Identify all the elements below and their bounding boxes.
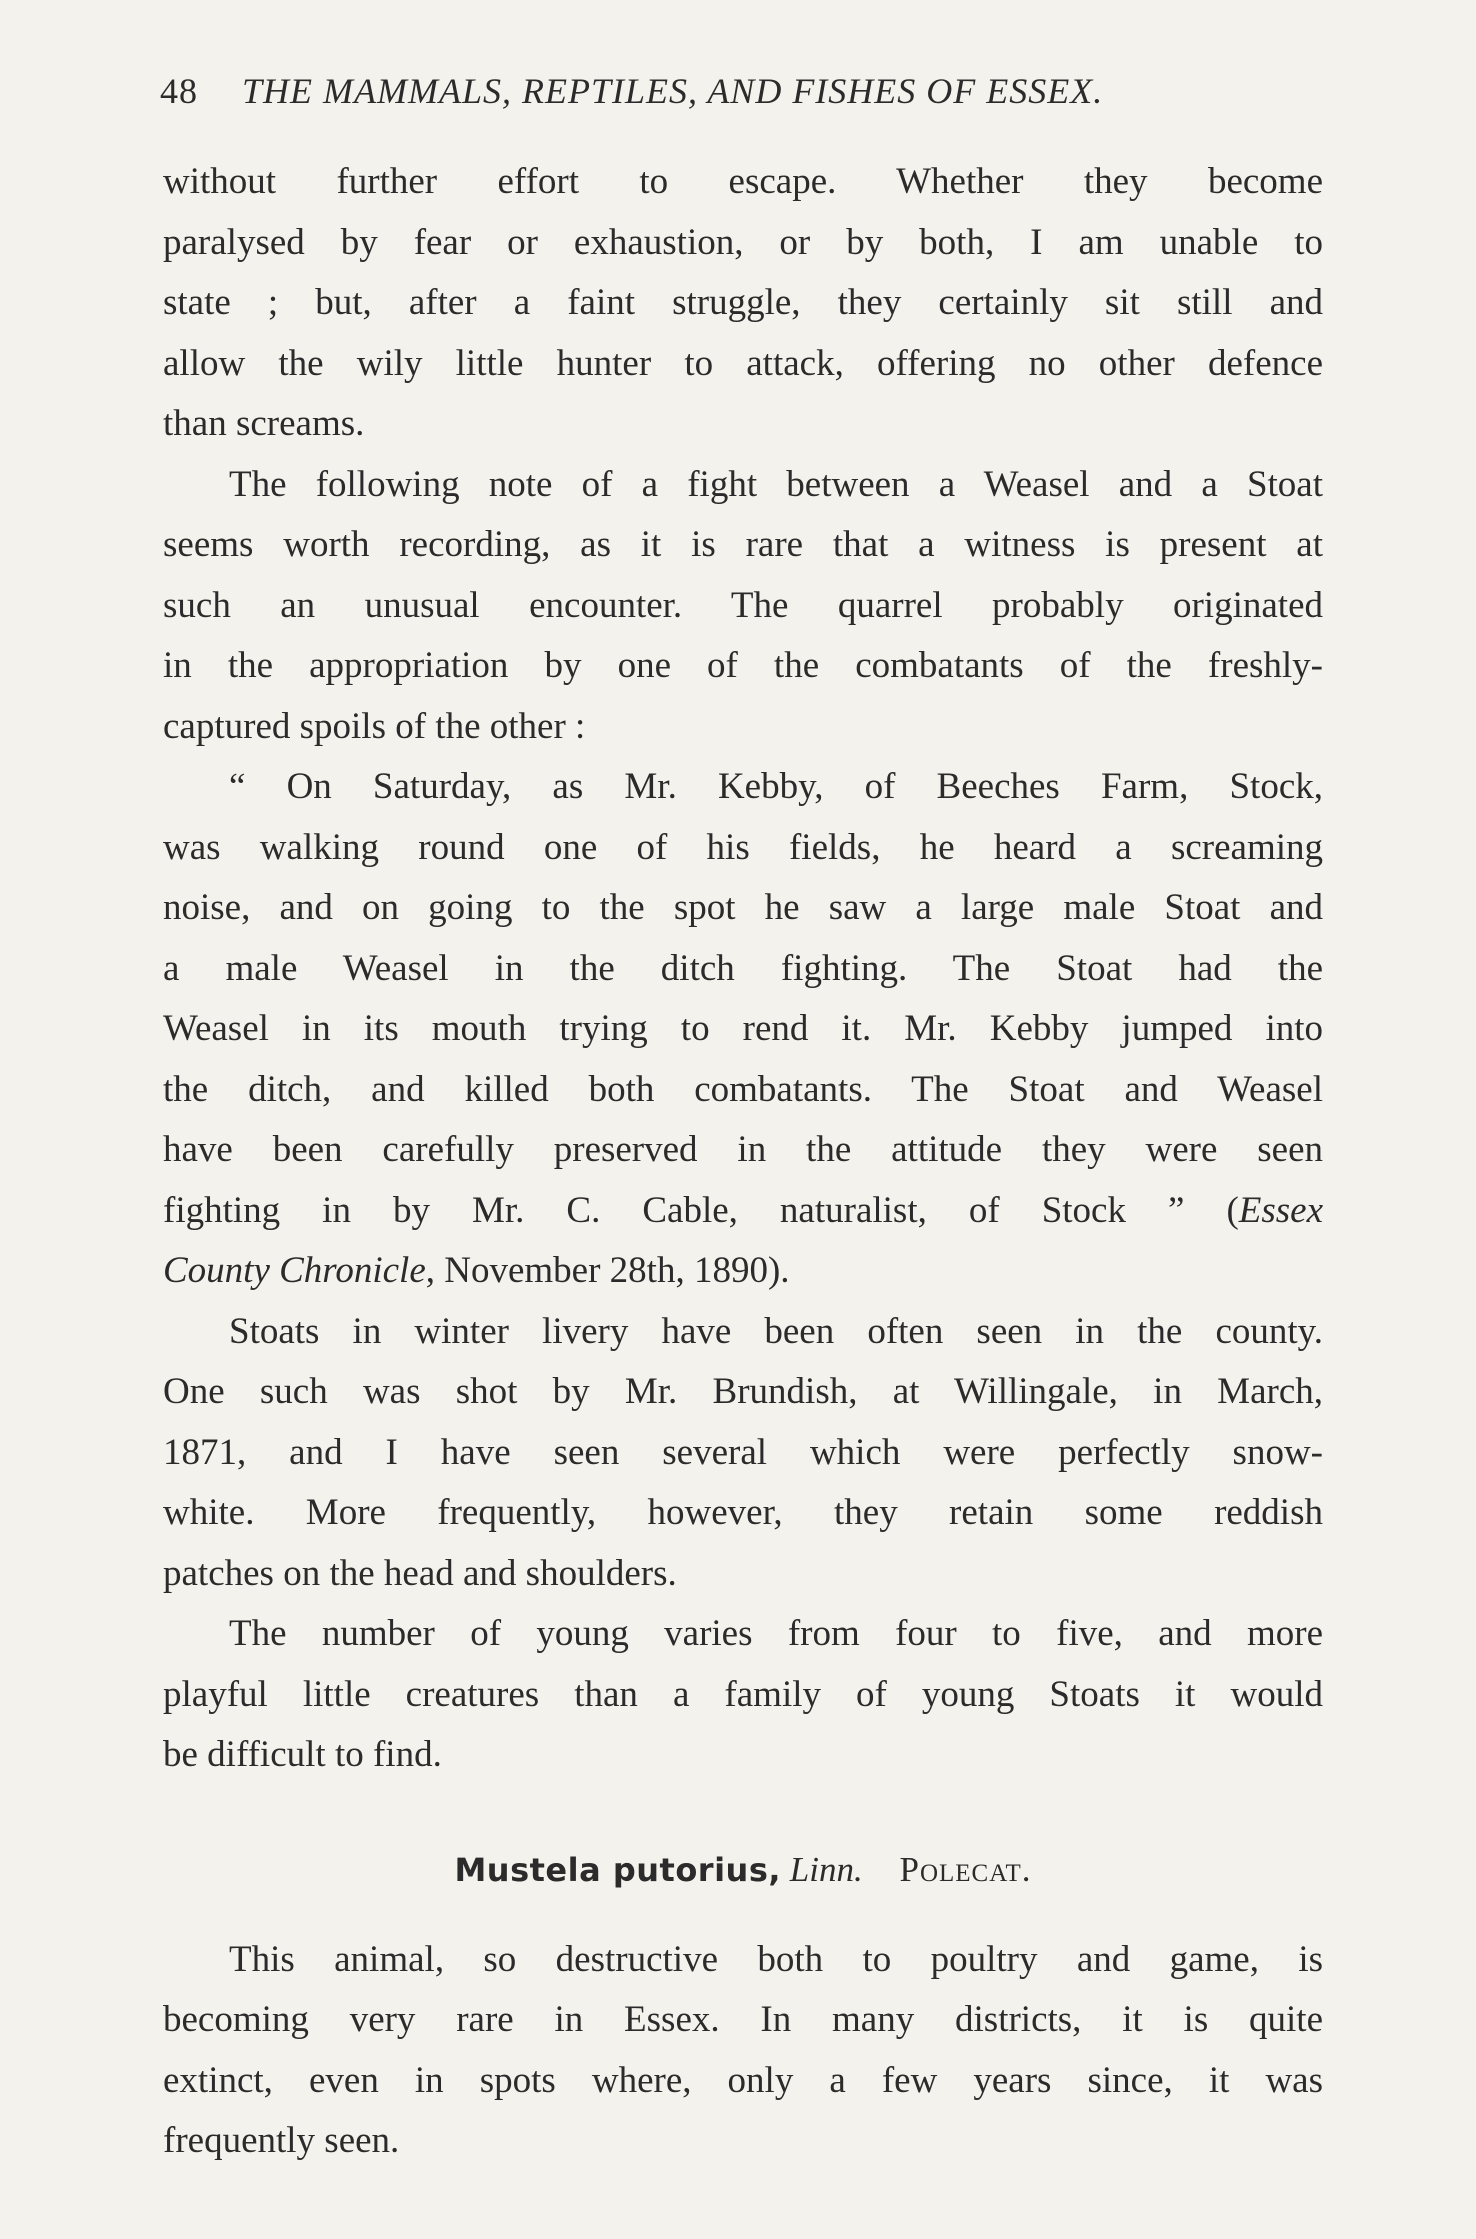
text-line: paralysed by fear or exhaustion, or by both, I am unable to <box>163 221 1323 263</box>
text-line: “ On Saturday, as Mr. Kebby, of Beeches Farm, Stock, <box>229 766 1323 807</box>
text-line: state ; but, after a faint struggle, they certainly sit still and <box>163 282 1323 323</box>
text-line: seems worth recording, as it is rare that a witness is present at <box>163 524 1323 565</box>
citation-date: , November 28th, 1890). <box>425 1250 790 1291</box>
common-name: Polecat. <box>899 1849 1032 1889</box>
text-line: a male Weasel in the ditch fighting. The Stoat had the <box>163 947 1323 989</box>
citation-open: ( <box>1226 1189 1239 1231</box>
text-line: frequently seen. <box>163 2120 400 2161</box>
text-line: This animal, so destructive both to poultry and game, is <box>229 1938 1323 1980</box>
text-line: becoming very rare in Essex. In many districts, it is quite <box>163 1999 1323 2040</box>
paragraph-polecat <box>163 1930 1323 2172</box>
text-line: in the appropriation by one of the combatants of the freshly- <box>163 645 1323 686</box>
text-line: 1871, and I have seen several which were perfectly snow- <box>163 1431 1323 1473</box>
text-line: One such was shot by Mr. Brundish, at Willingale, in March, <box>163 1371 1323 1412</box>
paragraph-continuation <box>163 152 1323 455</box>
text-line: was walking round one of his fields, he heard a screaming <box>163 826 1323 868</box>
text-line: The number of young varies from four to five, and more <box>229 1613 1323 1654</box>
paragraph-quotation <box>163 757 1323 1302</box>
species-authority: Linn. <box>789 1849 863 1889</box>
text-line: Stoats in winter livery have been often seen in the county. <box>229 1310 1323 1352</box>
text-line-citation <box>163 1241 1323 1302</box>
paragraph-winter-livery <box>163 1302 1323 1605</box>
paragraph-young <box>163 1604 1323 1786</box>
scientific-name: Mustela putorius, <box>454 1850 782 1889</box>
citation-title: County Chronicle <box>163 1250 426 1291</box>
text-segment: fighting in by Mr. C. Cable, naturalist, of Stock ” <box>163 1189 1185 1231</box>
text-line: white. More frequently, however, they retain some reddish <box>163 1492 1323 1533</box>
text-line: patches on the head and shoulders. <box>163 1552 677 1594</box>
text-line: than screams. <box>163 403 365 444</box>
text-line: the ditch, and killed both combatants. The Stoat and Weasel <box>163 1068 1323 1110</box>
text-line: such an unusual encounter. The quarrel probably originated <box>163 584 1323 626</box>
page-number: 48 <box>160 71 198 111</box>
text-line: extinct, even in spots where, only a few years since, it was <box>163 2059 1323 2101</box>
text-line: allow the wily little hunter to attack, offering no other defence <box>163 342 1323 384</box>
text-line: Weasel in its mouth trying to rend it. Mr. Kebby jumped into <box>163 1008 1323 1049</box>
text-line: have been carefully preserved in the attitude they were seen <box>163 1129 1323 1170</box>
running-title: THE MAMMALS, REPTILES, AND FISHES OF ESSEX. <box>242 71 1104 111</box>
text-line: be difficult to find. <box>163 1734 442 1775</box>
paragraph-weasel-stoat-fight <box>163 455 1323 758</box>
page-header <box>160 66 1340 116</box>
text-line: captured spoils of the other : <box>163 705 586 747</box>
page-body <box>163 152 1323 2172</box>
text-line: without further effort to escape. Whether they become <box>163 161 1323 202</box>
text-line-with-citation <box>163 1181 1323 1242</box>
citation-title: Essex <box>1238 1189 1324 1231</box>
text-line: playful little creatures than a family of young Stoats it would <box>163 1673 1323 1715</box>
text-line: noise, and on going to the spot he saw a large male Stoat and <box>163 887 1323 928</box>
text-line: The following note of a fight between a Weasel and a Stoat <box>229 463 1323 505</box>
species-heading <box>163 1830 1323 1910</box>
